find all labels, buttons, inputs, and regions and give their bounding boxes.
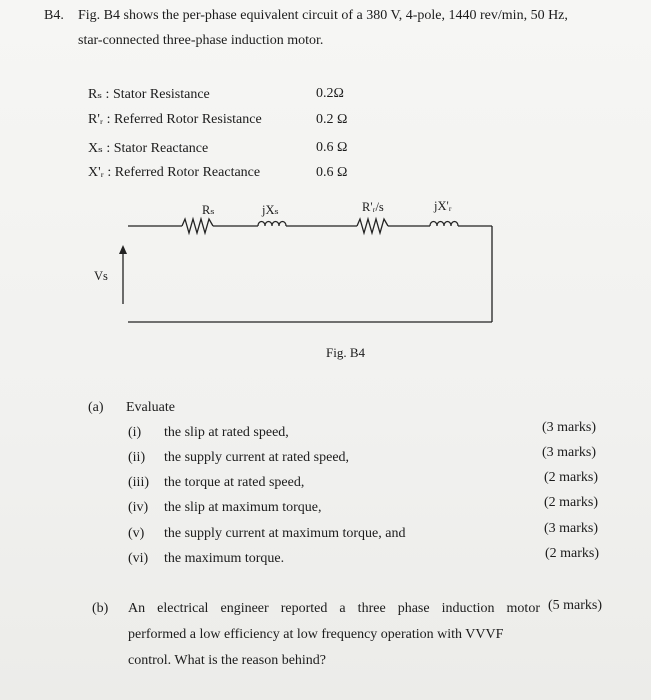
part-a-item-text: the supply current at maximum torque, and (164, 526, 406, 541)
resistor-rs-symbol (182, 219, 213, 233)
part-b-marks: (5 marks) (548, 598, 603, 613)
label-rr-s: R'ᵣ/s (362, 200, 384, 214)
part-a-heading: Evaluate (126, 400, 175, 415)
inductor-xr-symbol (430, 222, 458, 227)
part-a-item-marks: (2 marks) (545, 546, 600, 561)
param-value-xr: 0.6 Ω (316, 165, 348, 180)
part-a-item-text: the slip at maximum torque, (164, 500, 322, 515)
param-value-rr: 0.2 Ω (316, 112, 348, 127)
param-value-xs: 0.6 Ω (316, 140, 348, 155)
resistor-rr-symbol (357, 219, 388, 233)
part-b-letter: (b) (92, 601, 109, 616)
part-b-line3: control. What is the reason behind? (128, 653, 327, 668)
part-a-item-num: (iv) (128, 500, 149, 515)
part-a-item-num: (ii) (128, 450, 146, 465)
part-a-letter: (a) (88, 400, 104, 415)
question-number: B4. (44, 8, 64, 23)
param-label-xs: Xₛ : Stator Reactance (88, 141, 209, 156)
param-label-rr: R'ᵣ : Referred Rotor Resistance (88, 112, 262, 127)
part-a-item-marks: (3 marks) (542, 445, 597, 460)
param-label-rs: Rₛ : Stator Resistance (88, 87, 210, 102)
part-a-item-num: (v) (128, 526, 145, 541)
label-rs: Rₛ (202, 203, 215, 217)
part-a-item-text: the slip at rated speed, (164, 425, 289, 440)
part-b-line2: performed a low efficiency at low frequency operation with VVVF (128, 627, 504, 642)
question-intro-line2: star-connected three-phase induction motor. (78, 33, 324, 48)
part-b-line1: An electrical engineer reported a three phase induction motor (128, 601, 540, 616)
label-jxs: jXₛ (262, 203, 279, 217)
label-vs: Vs (94, 269, 108, 283)
part-a-item-marks: (3 marks) (544, 521, 599, 536)
question-intro-line1: Fig. B4 shows the per-phase equivalent circuit of a 380 V, 4-pole, 1440 rev/min, 50 Hz, (78, 8, 568, 23)
figure-caption: Fig. B4 (326, 345, 366, 360)
param-value-rs: 0.2Ω (316, 86, 344, 101)
part-a-item-text: the torque at rated speed, (164, 475, 305, 490)
param-label-xr: X'ᵣ : Referred Rotor Reactance (88, 165, 261, 180)
part-a-item-num: (iii) (128, 475, 149, 490)
part-a-item-num: (vi) (128, 551, 149, 566)
inductor-xs-symbol (258, 222, 286, 227)
part-a-item-marks: (2 marks) (544, 470, 599, 485)
part-a-item-text: the supply current at rated speed, (164, 450, 350, 465)
part-a-item-text: the maximum torque. (164, 551, 285, 566)
part-a-item-num: (i) (128, 425, 142, 440)
vs-arrow-head (119, 245, 127, 254)
part-a-item-marks: (3 marks) (542, 420, 597, 435)
part-a-item-marks: (2 marks) (544, 495, 599, 510)
label-jxr: jX'ᵣ (434, 199, 452, 213)
